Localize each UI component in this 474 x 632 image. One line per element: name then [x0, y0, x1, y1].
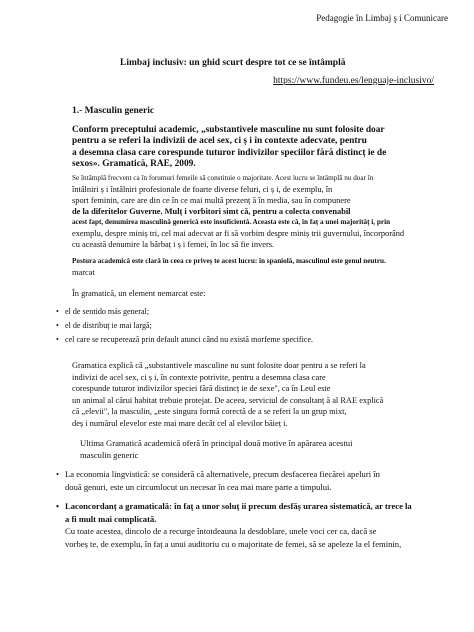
- paragraph-forums: [72, 173, 404, 250]
- text-line: Postura academică este clară în ceea ce priveș te acest lucru: în spaniolă, masculinul este genul neutru.: [72, 257, 386, 265]
- paragraph-unmarked: În gramatică, un element nemarcat este:: [72, 289, 206, 298]
- quote-line: pentru a se referi la indivizii de acel sex, ci ș i în contexte adecvate, pentru: [72, 136, 367, 147]
- paragraph-academic-stance: [72, 256, 386, 278]
- bullet-icon: •: [56, 501, 60, 511]
- list-item-text: el de distribuț ie mai largă;: [65, 321, 152, 330]
- list-item-text: el de sentido más general;: [65, 307, 150, 316]
- text-line: întâlniri ș i întâlniri profesionale de foarte diverse feluri, ci ș i, de exemplu, în: [72, 185, 333, 194]
- bullet-icon: •: [56, 321, 59, 330]
- list-item-text: Laconcordanț a gramaticală: în faț a unor soluț ii precum desfăș urarea sistematică, ar trece la: [65, 501, 412, 511]
- list-item-text: La economia lingvistică: se consideră că alternativele, precum desfacerea fiecărei apeluri în: [65, 469, 380, 479]
- text-line: acest fapt, denumirea masculină generică este insuficientă. Aceasta este că, în faț a unei majorităț i, prin: [72, 218, 391, 226]
- document-title: Limbaj inclusiv: un ghid scurt despre tot ce se întâmplă: [120, 58, 346, 68]
- source-link[interactable]: https://www.fundeu.es/lenguaje-inclusivo/: [273, 76, 434, 86]
- section-heading: 1.- Masculin generic: [72, 106, 155, 116]
- text-line: Gramatica explică că „substantivele masculine nu sunt folosite doar pentru a se referi la: [72, 361, 366, 370]
- text-line: Ultima Gramatică academică oferă în principal două motive în apărarea acestui: [80, 438, 353, 448]
- list-item: [56, 500, 412, 550]
- text-line: că „elevii", la masculin, „este singura formă corectă de a se referi la un grup mixt,: [72, 407, 347, 417]
- list-item: [56, 307, 149, 316]
- text-line: Se întâmplă frecvent ca în forumuri femeile să constituie o majoritate. Acest lucru se întâmplă nu doar în: [72, 174, 374, 182]
- text-line: cu această denumire la bărbaț i ș i femei, în loc să fie invers.: [72, 240, 275, 249]
- text-line: exemplu, despre miniș tri, cel mai adecvat ar fi să vorbim despre miniș trii guvernului, încorporând: [72, 229, 405, 238]
- list-item-text: cel care se recuperează prin default atunci când nu există morfeme specifice.: [65, 335, 314, 344]
- paragraph-two-reasons: [80, 437, 352, 461]
- academic-quote: [72, 125, 386, 170]
- list-item-text: două genuri, este un circumlocut un necesar în cea mai mare parte a timpului.: [65, 481, 332, 492]
- page-header: Pedagogie în Limbaj ş i Comunicare: [316, 13, 448, 23]
- text-line: masculin generic: [80, 450, 139, 460]
- quote-line: a desemna clasa care corespunde tuturor indivizilor speciilor fără distincț ie de: [72, 147, 387, 158]
- text-line: corespunde tuturor indivizilor speciei fără distincț ie de sexe", ca în Leul este: [72, 384, 331, 394]
- list-item: [56, 468, 380, 493]
- quote-line: Conform preceptului academic, „substantivele masculine nu sunt folosite doar: [72, 125, 385, 135]
- text-line: sport feminin, care are din ce în ce mai multă prezenț ă în media, sau în compunere: [72, 196, 351, 205]
- paragraph-grammar: [72, 360, 383, 430]
- list-item-text: a fi mult mai complicată.: [65, 513, 157, 524]
- text-line: deș i numărul elevelor este mai mare decât cel al elevilor băieț i.: [72, 418, 288, 428]
- list-item: [56, 335, 313, 344]
- text-line: un animal al cărui habitat trebuie protejat. De aceea, serviciul de consultanț ă al RAE explică: [72, 395, 384, 405]
- text-line: indivizi de acel sex, ci ș i, în contexte potrivite, pentru a desemna clasa care: [72, 372, 326, 382]
- bullet-icon: •: [56, 469, 60, 479]
- list-item-text: Cu toate acestea, dincolo de a recurge întotdeauna la desdoblare, unele voci cer ca, dacă se: [65, 526, 377, 536]
- text-line: de la diferitelor Guverne. Mulț i vorbitori simt că, pentru a colecta convenabil: [72, 207, 351, 216]
- text-line: marcat: [72, 268, 95, 277]
- list-item-text: vorbeș te, de exemplu, în faț a unui auditoriu cu o majoritate de femei, să se apeleze la el feminin,: [65, 538, 402, 549]
- bullet-icon: •: [56, 335, 59, 344]
- quote-line: sexos». Gramatică, RAE, 2009.: [72, 158, 196, 169]
- bullet-icon: •: [56, 307, 59, 316]
- list-item: [56, 321, 152, 330]
